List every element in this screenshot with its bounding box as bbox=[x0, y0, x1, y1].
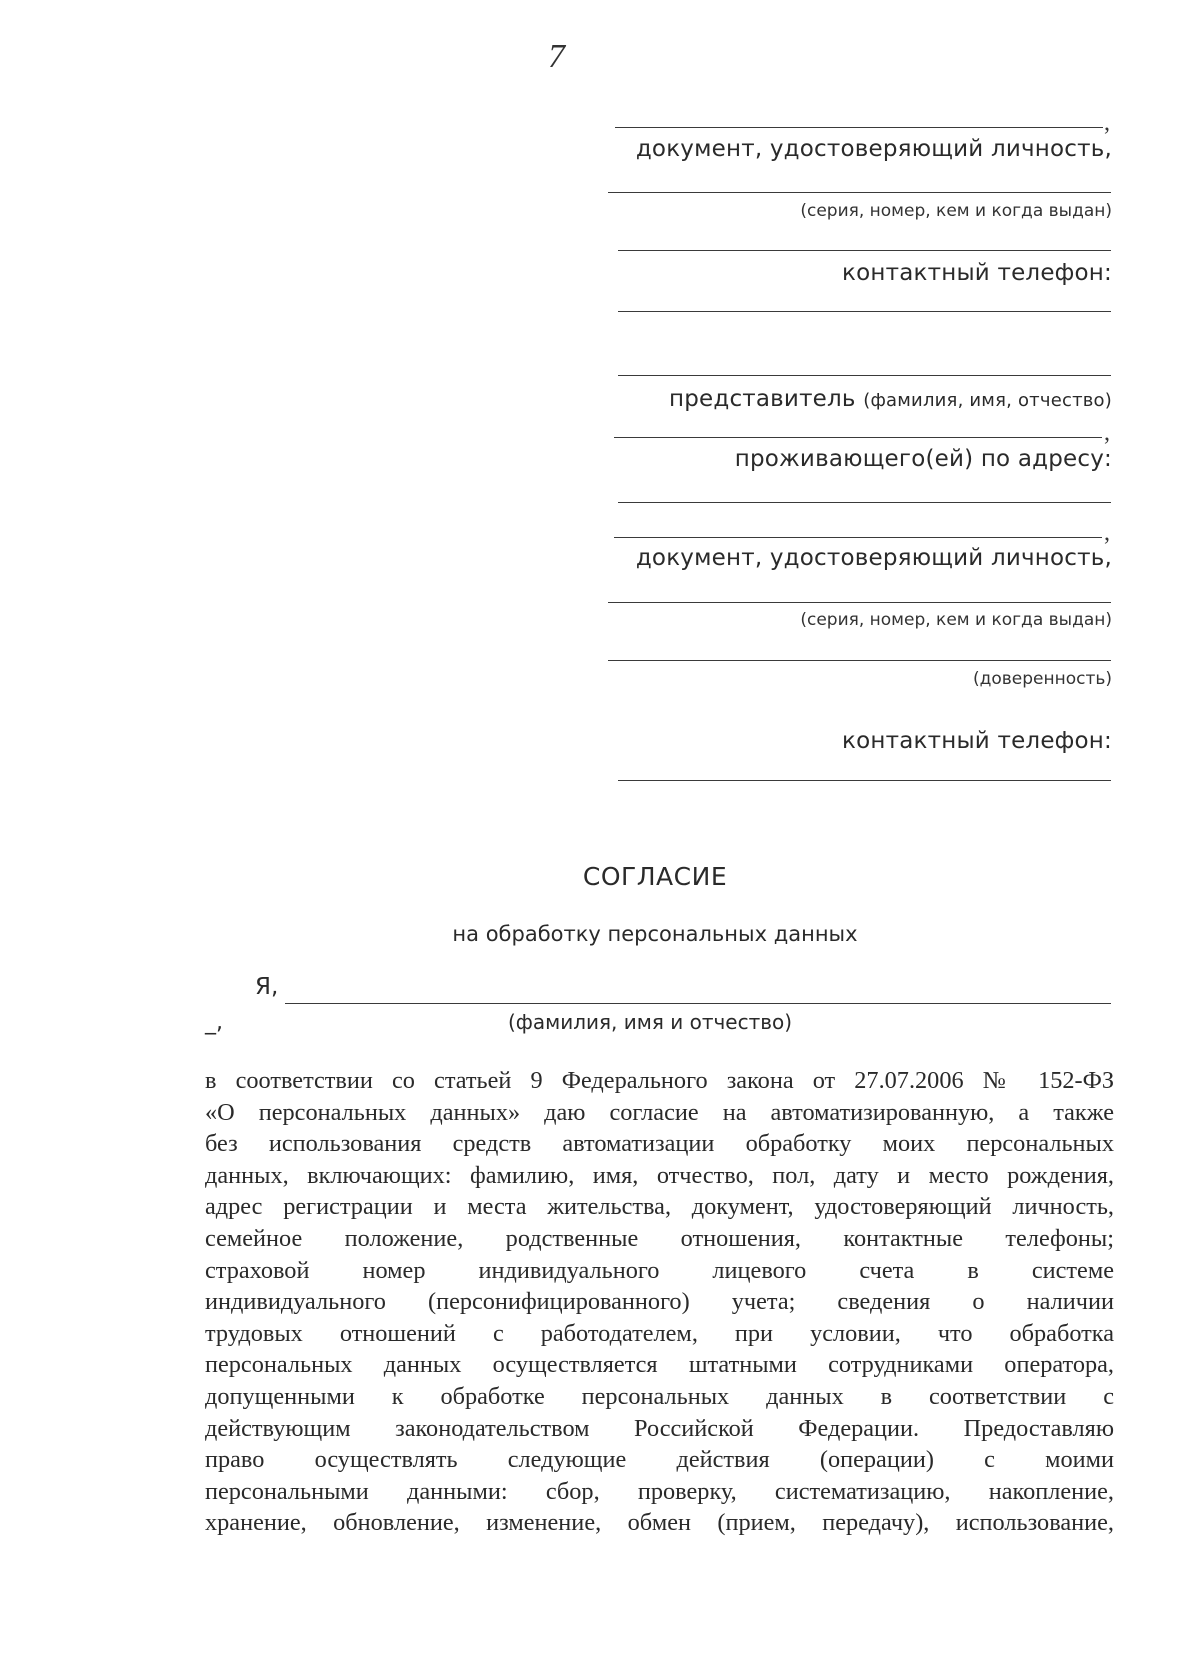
representative-doc-hint: (серия, номер, кем и когда выдан) bbox=[800, 610, 1112, 630]
page-number: 7 bbox=[548, 38, 565, 75]
applicant-doc-line[interactable] bbox=[608, 192, 1111, 193]
applicant-phone-label: контактный телефон: bbox=[842, 260, 1112, 286]
consent-body-line: «О персональных данных» даю согласие на автоматизированную, а также bbox=[205, 1098, 1114, 1126]
consent-body-line: семейное положение, родственные отношения, контактные телефоны; bbox=[205, 1224, 1114, 1252]
consent-body-line: хранение, обновление, изменение, обмен (прием, передачу), использование, bbox=[205, 1509, 1114, 1537]
consent-fio-caption: (фамилия, имя и отчество) bbox=[508, 1010, 793, 1034]
representative-phone-line[interactable] bbox=[618, 780, 1111, 781]
consent-body-line: право осуществлять следующие действия (операции) с моими bbox=[205, 1446, 1114, 1474]
consent-body-line: допущенными к обработке персональных данных в соответствии с bbox=[205, 1382, 1114, 1410]
representative-label-hint: (фамилия, имя, отчество) bbox=[863, 390, 1112, 411]
representative-label-row bbox=[669, 386, 1112, 412]
applicant-doc-hint: (серия, номер, кем и когда выдан) bbox=[800, 201, 1112, 221]
applicant-name-comma: , bbox=[1104, 110, 1110, 136]
consent-body-line: без использования средств автоматизации обработку моих персональных bbox=[205, 1130, 1114, 1158]
representative-doc-line[interactable] bbox=[608, 602, 1111, 603]
applicant-doc-label: документ, удостоверяющий личность, bbox=[635, 136, 1112, 162]
applicant-doc-line-2[interactable] bbox=[618, 250, 1111, 251]
consent-body-line: действующим законодательством Российской Федерации. Предоставляю bbox=[205, 1414, 1114, 1442]
consent-body-line: трудовых отношений с работодателем, при условии, что обработка bbox=[205, 1319, 1114, 1347]
representative-line-2-comma: , bbox=[1104, 420, 1110, 446]
representative-label: представитель bbox=[668, 386, 856, 412]
consent-ya: Я, bbox=[255, 974, 279, 1000]
representative-address-label: проживающего(ей) по адресу: bbox=[734, 446, 1112, 472]
consent-body bbox=[205, 1065, 1114, 1539]
consent-body-line: индивидуального (персонифицированного) учета; сведения о наличии bbox=[205, 1288, 1114, 1316]
applicant-name-line[interactable] bbox=[615, 127, 1103, 128]
consent-body-line: страховой номер индивидуального лицевого счета в системе bbox=[205, 1256, 1114, 1284]
representative-line-2[interactable] bbox=[614, 437, 1102, 438]
consent-body-line: персональных данных осуществляется штатными сотрудниками оператора, bbox=[205, 1351, 1114, 1379]
consent-body-line: персональными данными: сбор, проверку, систематизацию, накопление, bbox=[205, 1477, 1114, 1505]
representative-doc-label: документ, удостоверяющий личность, bbox=[635, 545, 1112, 571]
consent-body-line: в соответствии со статьей 9 Федерального закона от 27.07.2006 № 152-ФЗ bbox=[205, 1067, 1114, 1094]
representative-phone-label: контактный телефон: bbox=[842, 728, 1112, 754]
consent-subtitle: на обработку персональных данных bbox=[452, 922, 858, 946]
consent-dash-comma: _, bbox=[205, 1010, 223, 1035]
representative-power-of-attorney-line[interactable] bbox=[608, 660, 1111, 661]
representative-power-of-attorney-hint: (доверенность) bbox=[972, 669, 1112, 689]
applicant-phone-line[interactable] bbox=[618, 311, 1111, 312]
consent-body-line: данных, включающих: фамилию, имя, отчество, пол, дату и место рождения, bbox=[205, 1161, 1114, 1189]
representative-address-line-2[interactable] bbox=[614, 537, 1102, 538]
representative-address-line[interactable] bbox=[618, 502, 1111, 503]
consent-body-line: адрес регистрации и места жительства, документ, удостоверяющий личность, bbox=[205, 1193, 1114, 1221]
representative-address-comma: , bbox=[1104, 520, 1110, 546]
representative-name-line[interactable] bbox=[618, 375, 1111, 376]
consent-fio-line[interactable] bbox=[285, 1003, 1111, 1004]
consent-title: СОГЛАСИЕ bbox=[582, 862, 728, 891]
